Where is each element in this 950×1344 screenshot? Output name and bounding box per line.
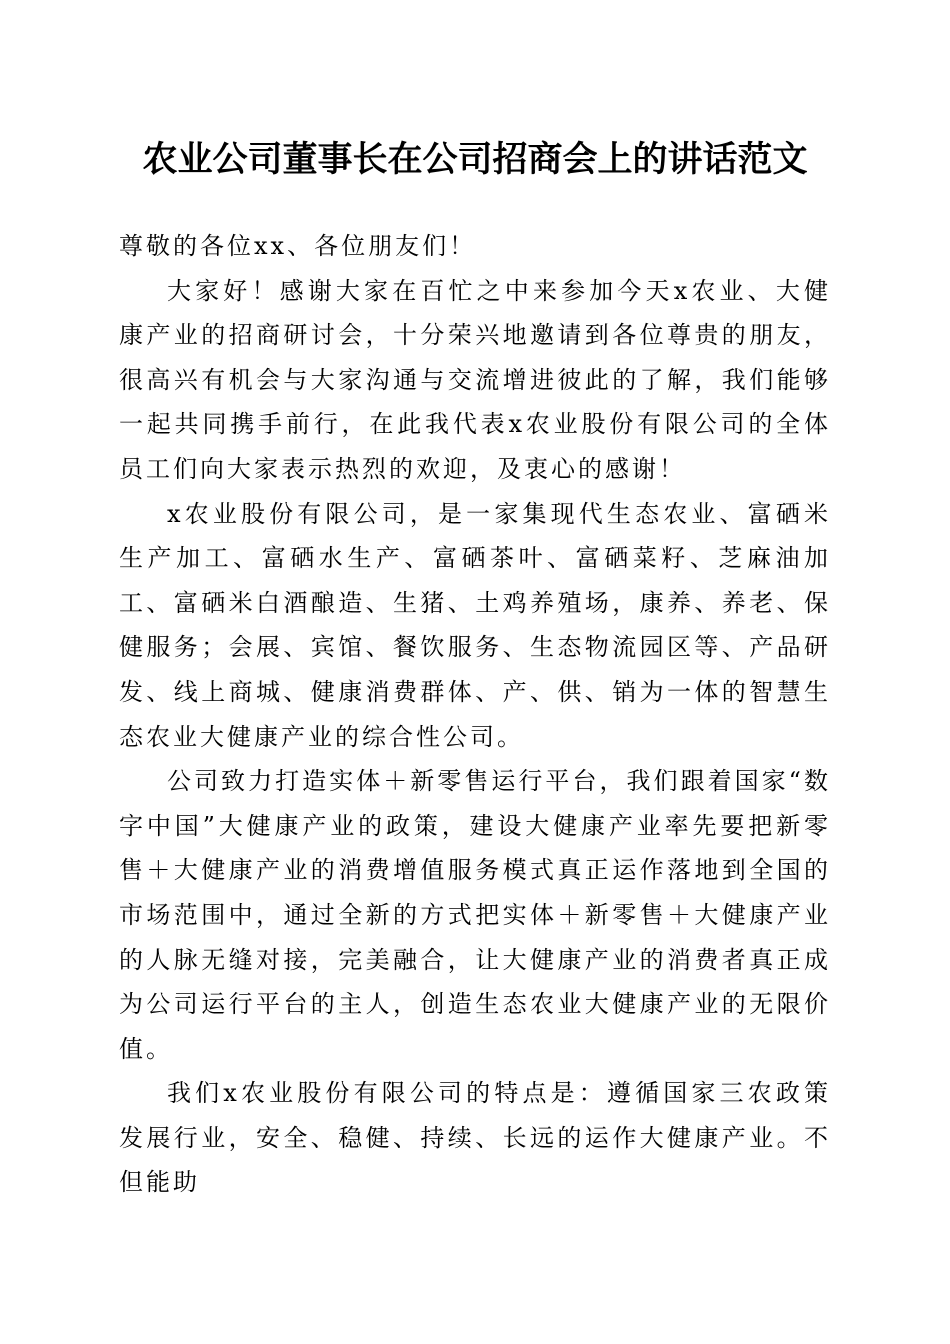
paragraph-greeting: 大家好！感谢大家在百忙之中来参加今天x农业、大健康产业的招商研讨会，十分荣兴地邀请到各位尊贵的朋友，很高兴有机会与大家沟通与交流增进彼此的了解，我们能够一起共同携手前行，在此我代表x农业股份有限公司的全体员工们向大家表示热烈的欢迎，及衷心的感谢！ <box>119 276 831 483</box>
paragraph-platform: 公司致力打造实体＋新零售运行平台，我们跟着国家“数字中国”大健康产业的政策，建设大健康产业率先要把新零售＋大健康产业的消费增值服务模式真正运作落地到全国的市场范围中，通过全新的方式把实体＋新零售＋大健康产业的人脉无缝对接，完美融合，让大健康产业的消费者真正成为公司运行平台的主人，创造生态农业大健康产业的无限价值。 <box>119 767 831 1063</box>
paragraph-company-intro: x农业股份有限公司，是一家集现代生态农业、富硒米生产加工、富硒水生产、富硒茶叶、富硒菜籽、芝麻油加工、富硒米白酒酿造、生猪、土鸡养殖场，康养、养老、保健服务；会展、宾馆、餐饮服务、生态物流园区等、产品研发、线上商城、健康消费群体、产、供、销为一体的智慧生态农业大健康产业的综合性公司。 <box>119 499 831 751</box>
salutation: 尊敬的各位xx、各位朋友们！ <box>119 232 477 260</box>
document-body <box>119 224 831 1205</box>
paragraph-features: 我们x农业股份有限公司的特点是：遵循国家三农政策发展行业，安全、稳健、持续、长远的运作大健康产业。不但能助 <box>119 1079 831 1197</box>
document-title: 农业公司董事长在公司招商会上的讲话范文 <box>142 139 808 180</box>
